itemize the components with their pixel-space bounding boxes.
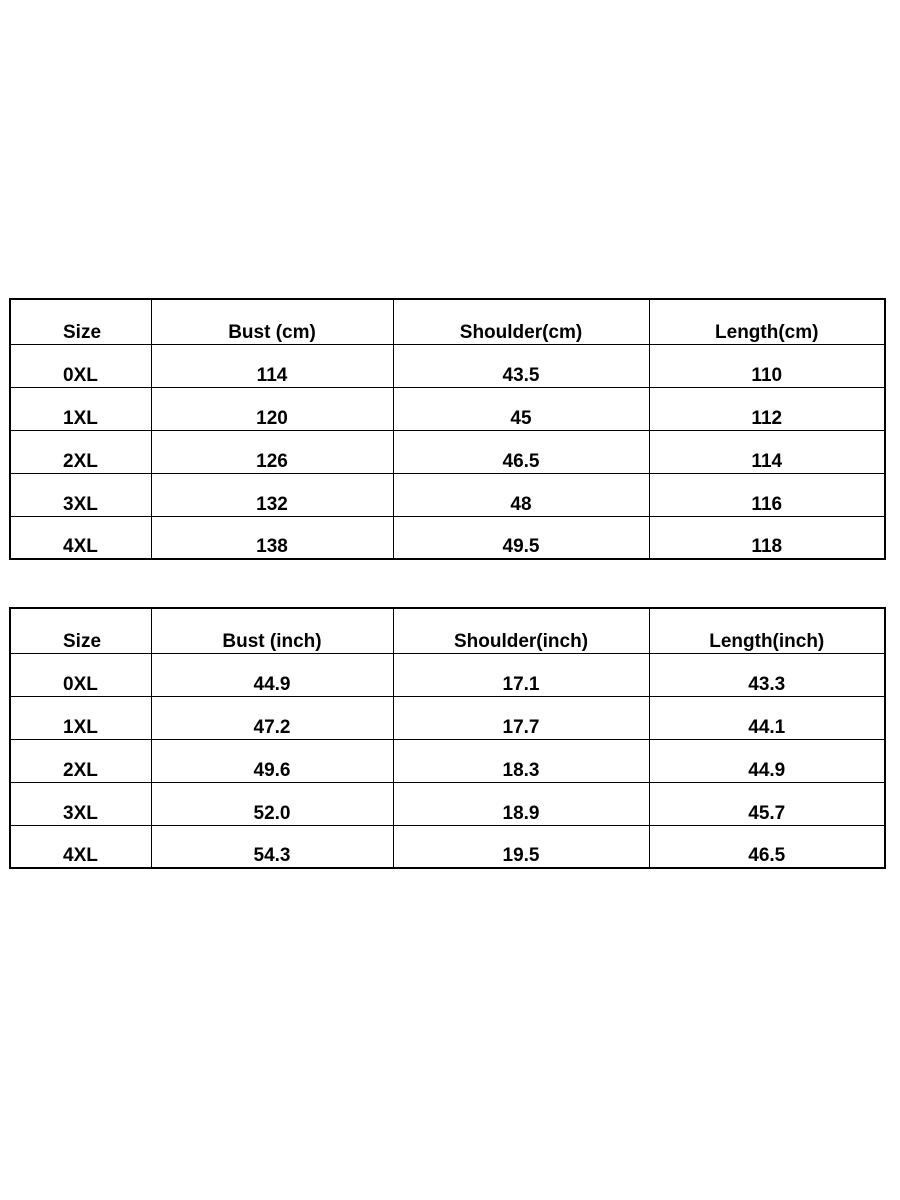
size-cell: 1XL	[10, 696, 151, 739]
shoulder-header: Shoulder(inch)	[393, 608, 649, 653]
shoulder-cell: 49.5	[393, 516, 649, 559]
length-cell: 43.3	[649, 653, 885, 696]
size-cell: 0XL	[10, 344, 151, 387]
bust-cell: 52.0	[151, 782, 393, 825]
table-row	[10, 473, 885, 516]
table-row	[10, 825, 885, 868]
shoulder-cell: 45	[393, 387, 649, 430]
length-cell: 114	[649, 430, 885, 473]
bust-cell: 120	[151, 387, 393, 430]
size-cell: 4XL	[10, 516, 151, 559]
shoulder-cell: 43.5	[393, 344, 649, 387]
size-cell: 3XL	[10, 782, 151, 825]
shoulder-cell: 18.9	[393, 782, 649, 825]
length-cell: 118	[649, 516, 885, 559]
length-cell: 45.7	[649, 782, 885, 825]
shoulder-cell: 19.5	[393, 825, 649, 868]
bust-cell: 49.6	[151, 739, 393, 782]
length-cell: 110	[649, 344, 885, 387]
shoulder-cell: 48	[393, 473, 649, 516]
length-cell: 46.5	[649, 825, 885, 868]
size-cell: 3XL	[10, 473, 151, 516]
table-header-row	[10, 299, 885, 344]
table-row	[10, 344, 885, 387]
bust-header: Bust (cm)	[151, 299, 393, 344]
size-cell: 2XL	[10, 739, 151, 782]
bust-cell: 114	[151, 344, 393, 387]
table-header-row	[10, 608, 885, 653]
size-cell: 2XL	[10, 430, 151, 473]
length-header: Length(cm)	[649, 299, 885, 344]
size-cell: 0XL	[10, 653, 151, 696]
table-row	[10, 739, 885, 782]
shoulder-cell: 17.7	[393, 696, 649, 739]
table-row	[10, 430, 885, 473]
table-row	[10, 696, 885, 739]
length-cell: 44.9	[649, 739, 885, 782]
shoulder-cell: 17.1	[393, 653, 649, 696]
table-row	[10, 782, 885, 825]
length-cell: 112	[649, 387, 885, 430]
bust-cell: 132	[151, 473, 393, 516]
length-cell: 44.1	[649, 696, 885, 739]
bust-cell: 54.3	[151, 825, 393, 868]
bust-cell: 44.9	[151, 653, 393, 696]
size-header: Size	[10, 299, 151, 344]
size-cell: 4XL	[10, 825, 151, 868]
size-header: Size	[10, 608, 151, 653]
shoulder-cell: 18.3	[393, 739, 649, 782]
bust-cell: 126	[151, 430, 393, 473]
shoulder-header: Shoulder(cm)	[393, 299, 649, 344]
bust-cell: 138	[151, 516, 393, 559]
size-chart-inch-table	[9, 607, 886, 869]
table-row	[10, 387, 885, 430]
shoulder-cell: 46.5	[393, 430, 649, 473]
length-cell: 116	[649, 473, 885, 516]
table-row	[10, 653, 885, 696]
bust-cell: 47.2	[151, 696, 393, 739]
size-cell: 1XL	[10, 387, 151, 430]
length-header: Length(inch)	[649, 608, 885, 653]
table-row	[10, 516, 885, 559]
bust-header: Bust (inch)	[151, 608, 393, 653]
size-chart-cm-table	[9, 298, 886, 560]
